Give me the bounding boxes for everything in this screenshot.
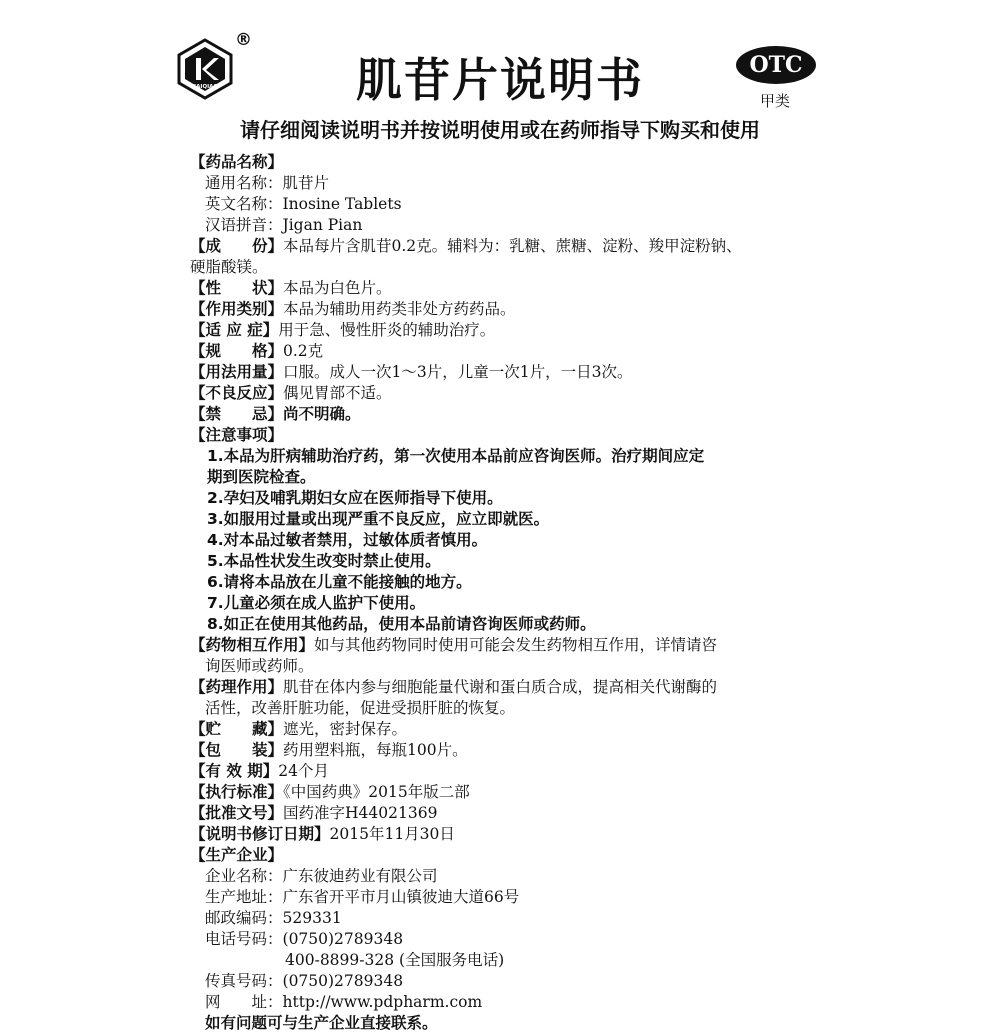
precaution-item: 1.本品为肝病辅助治疗药，第一次使用本品前应咨询医师。治疗期间应定 <box>207 447 705 465</box>
generic-name: 通用名称：肌苷片 <box>205 174 330 192</box>
precaution-item: 8.如正在使用其他药品，使用本品前请咨询医师或药师。 <box>207 615 596 633</box>
company-name: 广东彼迪药业有限公司 <box>282 867 438 885</box>
adverse-text: 偶见胃部不适。 <box>283 384 392 402</box>
pharmacology-text-cont: 活性，改善肝脏功能，促进受损肝脏的恢复。 <box>205 699 516 717</box>
pharmacology-text: 肌苷在体内参与细胞能量代谢和蛋白质合成，提高相关代谢酶的 <box>283 678 718 696</box>
section-heading: 【规 格】 <box>190 342 284 360</box>
section-heading: 【说明书修订日期】 <box>190 825 330 843</box>
section-heading: 【药理作用】 <box>190 678 284 696</box>
postal-value: 529331 <box>282 909 342 927</box>
section-heading: 【适 应 症】 <box>190 321 279 339</box>
section-heading: 【注意事项】 <box>190 426 284 444</box>
english-name: 英文名称：Inosine Tablets <box>205 195 402 213</box>
footer-note: 如有问题可与生产企业直接联系。 <box>205 1014 438 1032</box>
section-heading: 【批准文号】 <box>190 804 284 822</box>
registered-mark: ® <box>235 30 252 50</box>
precaution-item: 2.孕妇及哺乳期妇女应在医师指导下使用。 <box>207 489 503 507</box>
interactions-text: 如与其他药物同时使用可能会发生药物相互作用，详情请咨 <box>314 636 718 654</box>
precaution-item: 7.儿童必须在成人监护下使用。 <box>207 594 426 612</box>
section-heading: 【药品名称】 <box>190 153 284 171</box>
storage-text: 遮光，密封保存。 <box>283 720 408 738</box>
precaution-item: 5.本品性状发生改变时禁止使用。 <box>207 552 441 570</box>
fax-label: 传真号码： <box>205 972 283 990</box>
precaution-item: 6.请将本品放在儿童不能接触的地方。 <box>207 573 472 591</box>
website-label: 网 址： <box>205 993 283 1011</box>
pinyin-name: 汉语拼音：Jigan Pian <box>205 216 363 234</box>
package-text: 药用塑料瓶，每瓶100片。 <box>283 741 468 759</box>
section-heading: 【不良反应】 <box>190 384 284 402</box>
validity-text: 24个月 <box>278 762 330 780</box>
phone-value: (0750)2789348 <box>282 930 404 948</box>
approval-text: 国药准字H44021369 <box>283 804 438 822</box>
website-link[interactable]: http://www.pdpharm.com <box>282 993 483 1011</box>
phone-value-2: 400-8899-328 (全国服务电话) <box>285 951 505 969</box>
standard-text: 《中国药典》2015年版二部 <box>283 783 470 801</box>
section-heading: 【成 份】 <box>190 237 284 255</box>
address-label: 生产地址： <box>205 888 283 906</box>
fax-value: (0750)2789348 <box>282 972 404 990</box>
company-label: 企业名称： <box>205 867 283 885</box>
revision-text: 2015年11月30日 <box>329 825 455 843</box>
otc-badge: OTC <box>736 46 816 84</box>
indications-text: 用于急、慢性肝炎的辅助治疗。 <box>278 321 496 339</box>
interactions-text-cont: 询医师或药师。 <box>205 657 314 675</box>
contraindications-text: 尚不明确。 <box>283 405 361 423</box>
category-text: 本品为辅助用药类非处方药药品。 <box>283 300 516 318</box>
section-heading: 【生产企业】 <box>190 846 284 864</box>
section-heading: 【禁 忌】 <box>190 405 284 423</box>
section-heading: 【性 状】 <box>190 279 284 297</box>
logo-brand-text: KAIQIAO <box>191 84 219 90</box>
address-value: 广东省开平市月山镇彼迪大道66号 <box>282 888 520 906</box>
specification-text: 0.2克 <box>283 342 324 360</box>
section-heading: 【用法用量】 <box>190 363 284 381</box>
composition-text: 本品每片含肌苷0.2克。辅料为：乳糖、蔗糖、淀粉、羧甲淀粉钠、 <box>283 237 742 255</box>
phone-label: 电话号码： <box>205 930 283 948</box>
section-heading: 【包 装】 <box>190 741 284 759</box>
section-heading: 【贮 藏】 <box>190 720 284 738</box>
page-title: 肌苷片说明书 <box>356 53 644 107</box>
subtitle: 请仔细阅读说明书并按说明使用或在药师指导下购买和使用 <box>240 118 760 142</box>
precaution-item: 3.如服用过量或出现严重不良反应，应立即就医。 <box>207 510 550 528</box>
appearance-text: 本品为白色片。 <box>283 279 392 297</box>
precaution-item: 4.对本品过敏者禁用，过敏体质者慎用。 <box>207 531 488 549</box>
leaflet-content <box>190 152 830 1034</box>
dosage-text: 口服。成人一次1～3片，儿童一次1片，一日3次。 <box>283 363 633 381</box>
postal-label: 邮政编码： <box>205 909 283 927</box>
otc-class-label: 甲类 <box>760 92 791 110</box>
precaution-item-cont: 期到医院检查。 <box>207 468 316 486</box>
section-heading: 【药物相互作用】 <box>190 636 315 654</box>
section-heading: 【执行标准】 <box>190 783 284 801</box>
section-heading: 【有 效 期】 <box>190 762 279 780</box>
section-heading: 【作用类别】 <box>190 300 284 318</box>
composition-text-cont: 硬脂酸镁。 <box>190 258 268 276</box>
